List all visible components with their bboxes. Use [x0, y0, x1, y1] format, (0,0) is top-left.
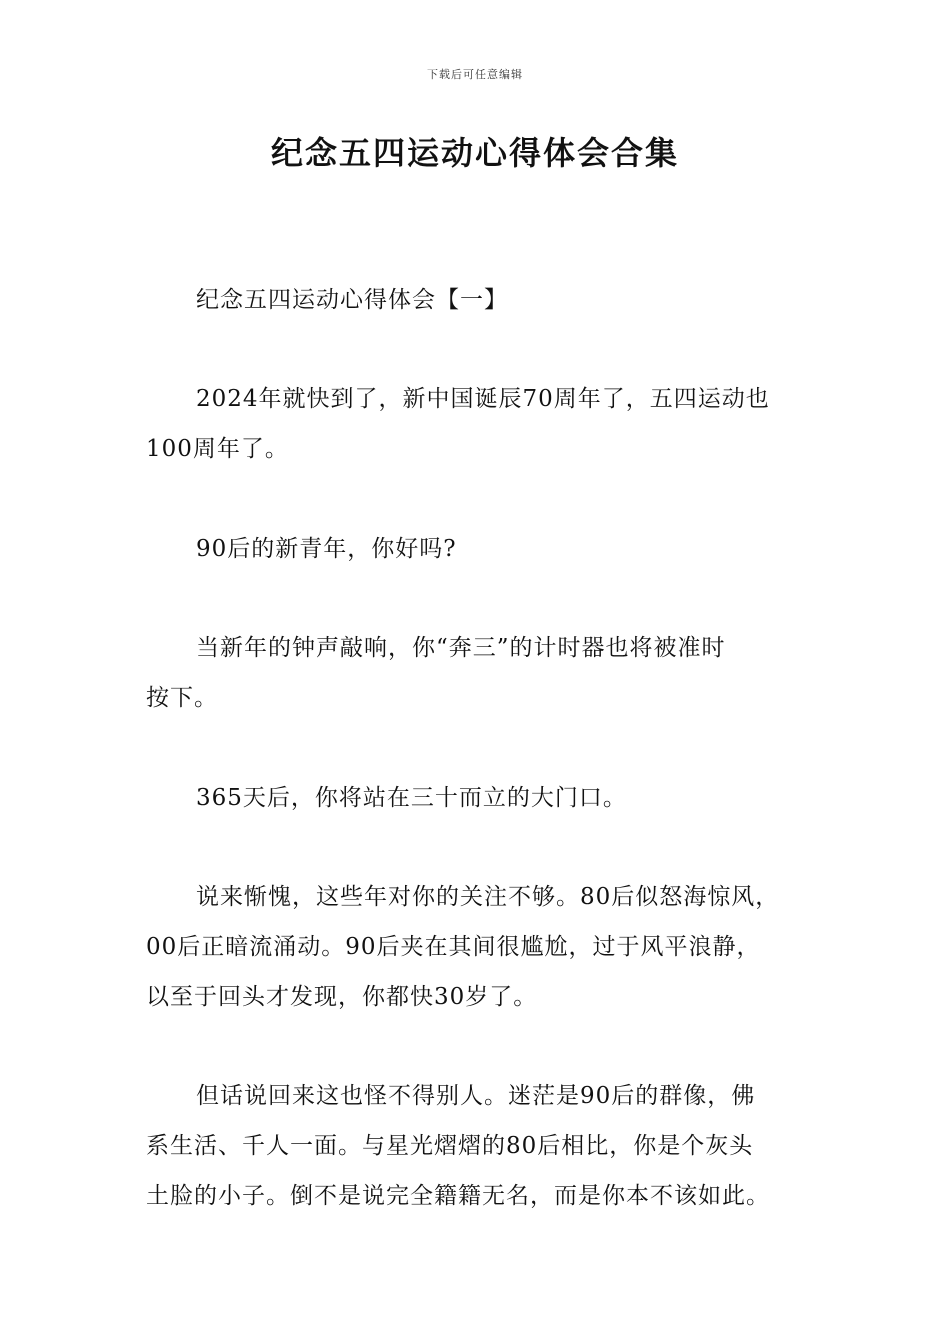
paragraph-line: 2024年就快到了，新中国诞辰70周年了，五四运动也 — [196, 386, 770, 412]
paragraph-line: 当新年的钟声敲响，你“奔三”的计时器也将被准时 — [196, 635, 726, 661]
section-heading: 纪念五四运动心得体会【一】 — [196, 287, 508, 313]
paragraph-line: 土脸的小子。倒不是说完全籍籍无名，而是你本不该如此。 — [146, 1183, 770, 1209]
paragraph-line: 365天后，你将站在三十而立的大门口。 — [196, 785, 627, 811]
paragraph-line: 100周年了。 — [146, 436, 289, 462]
paragraph-line: 按下。 — [146, 685, 218, 711]
paragraph-line: 但话说回来这也怪不得别人。迷茫是90后的群像，佛 — [196, 1083, 756, 1109]
paragraph-line: 90后的新青年，你好吗? — [196, 536, 457, 562]
paragraph-line: 00后正暗流涌动。90后夹在其间很尴尬，过于风平浪静， — [146, 934, 761, 960]
paragraph-line: 系生活、千人一面。与星光熠熠的80后相比，你是个灰头 — [146, 1133, 754, 1159]
paragraph-line: 说来惭愧，这些年对你的关注不够。80后似怒海惊风， — [196, 884, 780, 910]
document-title: 纪念五四运动心得体会合集 — [270, 134, 679, 172]
header-note: 下载后可任意编辑 — [427, 68, 523, 81]
paragraph-line: 以至于回头才发现，你都快30岁了。 — [146, 984, 538, 1010]
